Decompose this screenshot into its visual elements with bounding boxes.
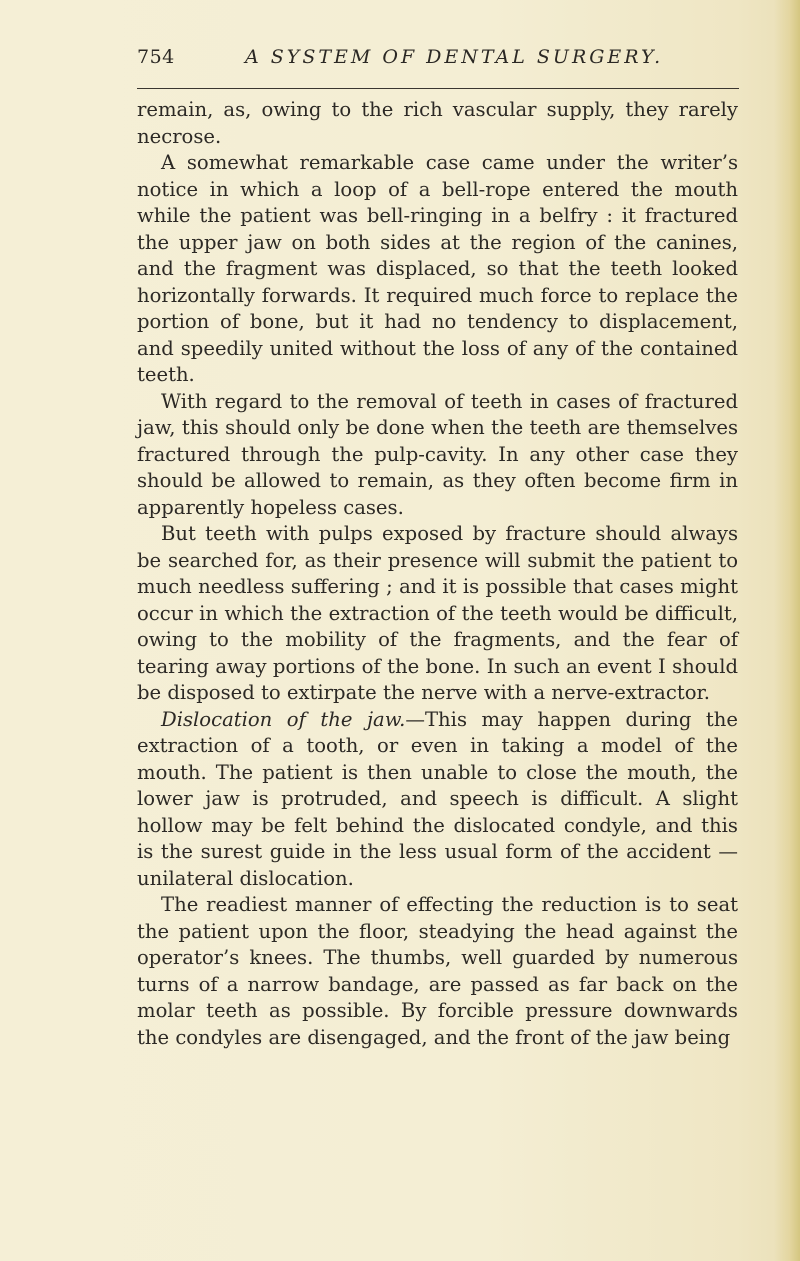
page-header: [137, 46, 737, 82]
paragraph: [137, 707, 738, 893]
paragraph-text: —This may happen during the extraction of a tooth, or even in taking a model of the mouth. The patient is then unable to close the mouth, the lower jaw is protruded, and speech is difficult. A slight hollow may be felt behind the dislocated condyle, and this is the surest guide in the less usual form of the accident —unilateral dislocation.: [137, 707, 738, 890]
page-edge-shading: [774, 0, 800, 1261]
paragraph: A somewhat remarkable case came under the writer’s notice in which a loop of a bell-rope entered the mouth while the patient was bell-ringing in a belfry : it fractured the upper jaw on both sides at the region of the canines, and the fragment was displaced, so that the teeth looked horizontally forwards. It required much force to replace the portion of bone, but it had no tendency to displacement, and speedily united without the loss of any of the contained teeth.: [137, 151, 738, 386]
running-title: A SYSTEM OF DENTAL SURGERY.: [245, 46, 664, 68]
section-lead-in: Dislocation of the jaw.: [161, 707, 406, 731]
paragraph: remain, as, owing to the rich vascular supply, they rarely necrose.: [137, 98, 738, 148]
page-number: 754: [137, 46, 175, 68]
body-text: [137, 97, 738, 1051]
paragraph: The readiest manner of effecting the reduction is to seat the patient upon the floor, steadying the head against the operator’s knees. The thumbs, well guarded by numerous turns of a narrow bandage, are passed as far back on the molar teeth as possible. By forcible pressure downwards the condyles are disengaged, and the front of the jaw being: [137, 893, 738, 1049]
paragraph: With regard to the removal of teeth in cases of fractured jaw, this should only be done when the teeth are themselves fractured through the pulp-cavity. In any other case they should be allowed to remain, as they often become firm in apparently hopeless cases.: [137, 389, 738, 519]
header-rule: [137, 88, 739, 89]
paragraph: But teeth with pulps exposed by fracture should always be searched for, as their presence will submit the patient to much needless suffering ; and it is possible that cases might occur in which the extraction of the teeth would be difficult, owing to the mobility of the fragments, and the fear of tearing away portions of the bone. In such an event I should be disposed to extirpate the nerve with a nerve-extractor.: [137, 522, 738, 704]
